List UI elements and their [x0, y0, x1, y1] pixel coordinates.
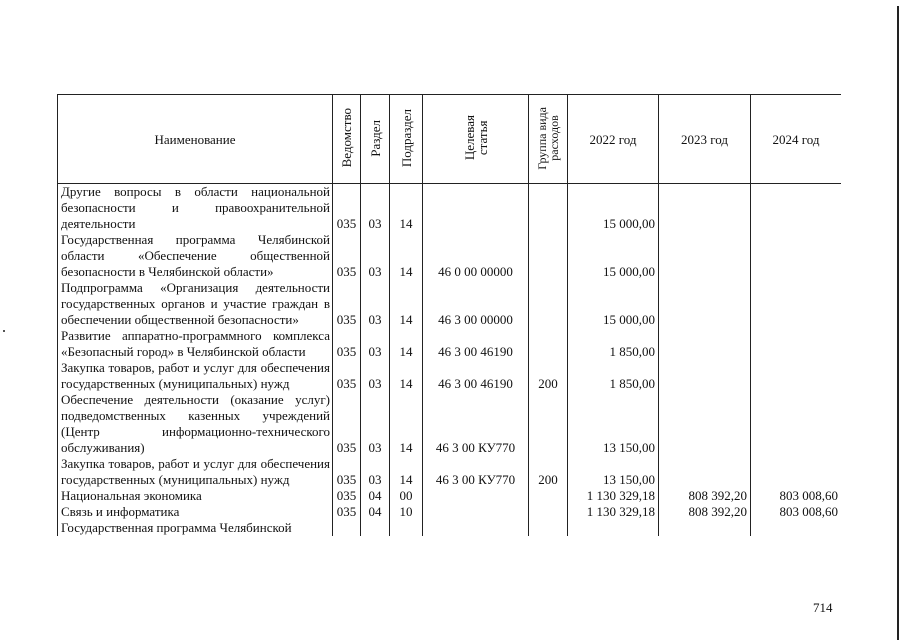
row-2023 [659, 456, 751, 488]
row-target: 46 0 00 00000 [423, 232, 529, 280]
row-podrazdel: 14 [390, 360, 423, 392]
table-row [58, 456, 842, 488]
row-target: 46 3 00 КУ770 [423, 456, 529, 488]
row-2023 [659, 520, 751, 536]
row-2024 [751, 520, 842, 536]
header-name: Наименование [58, 95, 333, 184]
row-target [423, 488, 529, 504]
row-vedomstvo: 035 [333, 184, 361, 233]
table-row [58, 280, 842, 328]
row-vedomstvo: 035 [333, 392, 361, 456]
row-2023: 808 392,20 [659, 504, 751, 520]
row-name: Государственная программа Челябинской области «Обеспечение общественной безопасности в Челябинской области» [58, 232, 333, 280]
row-podrazdel: 14 [390, 280, 423, 328]
row-name: Развитие аппаратно-программного комплекса «Безопасный город» в Челябинской области [58, 328, 333, 360]
row-2022: 13 150,00 [568, 392, 659, 456]
row-2023 [659, 360, 751, 392]
row-2024 [751, 360, 842, 392]
row-group: 200 [529, 456, 568, 488]
row-2023 [659, 232, 751, 280]
row-group [529, 328, 568, 360]
header-target-article: Целевая статья [423, 95, 529, 184]
row-vedomstvo: 035 [333, 504, 361, 520]
table-row [58, 392, 842, 456]
row-target [423, 504, 529, 520]
row-razdel: 03 [361, 328, 390, 360]
row-razdel: 04 [361, 488, 390, 504]
page-edge-line [897, 6, 899, 640]
row-name: Закупка товаров, работ и услуг для обеспечения государственных (муниципальных) нужд [58, 456, 333, 488]
row-2022 [568, 520, 659, 536]
row-name: Закупка товаров, работ и услуг для обеспечения государственных (муниципальных) нужд [58, 360, 333, 392]
table-row [58, 232, 842, 280]
row-2022: 1 130 329,18 [568, 504, 659, 520]
page-number: 714 [813, 600, 833, 615]
row-2023 [659, 280, 751, 328]
row-target: 46 3 00 КУ770 [423, 392, 529, 456]
header-razdel: Раздел [361, 95, 390, 184]
row-2022: 15 000,00 [568, 184, 659, 233]
row-razdel: 03 [361, 360, 390, 392]
row-razdel: 03 [361, 456, 390, 488]
header-year-2022: 2022 год [568, 95, 659, 184]
row-2024: 803 008,60 [751, 488, 842, 504]
row-razdel: 03 [361, 232, 390, 280]
row-podrazdel: 14 [390, 328, 423, 360]
row-podrazdel [390, 520, 423, 536]
row-name: Государственная программа Челябинской [58, 520, 333, 536]
row-group [529, 392, 568, 456]
table-row [58, 184, 842, 233]
row-target: 46 3 00 46190 [423, 360, 529, 392]
row-vedomstvo: 035 [333, 456, 361, 488]
row-name: Обеспечение деятельности (оказание услуг) подведомственных казенных учреждений (Центр информационно-технического обслуживания) [58, 392, 333, 456]
row-podrazdel: 14 [390, 456, 423, 488]
row-2022: 1 130 329,18 [568, 488, 659, 504]
row-vedomstvo: 035 [333, 328, 361, 360]
row-razdel: 03 [361, 184, 390, 233]
header-year-2023: 2023 год [659, 95, 751, 184]
row-2023 [659, 392, 751, 456]
row-2024 [751, 456, 842, 488]
row-2024 [751, 280, 842, 328]
row-vedomstvo: 035 [333, 360, 361, 392]
row-target: 46 3 00 46190 [423, 328, 529, 360]
row-razdel: 04 [361, 504, 390, 520]
row-2022: 13 150,00 [568, 456, 659, 488]
table-row [58, 504, 842, 520]
row-vedomstvo: 035 [333, 280, 361, 328]
row-group [529, 184, 568, 233]
table-row [58, 328, 842, 360]
row-2024 [751, 232, 842, 280]
row-2023 [659, 328, 751, 360]
table-row [58, 520, 842, 536]
scan-speck [3, 330, 5, 332]
row-vedomstvo: 035 [333, 232, 361, 280]
row-2024: 803 008,60 [751, 504, 842, 520]
header-vedomstvo: Ведомство [333, 95, 361, 184]
row-target [423, 184, 529, 233]
row-2022: 15 000,00 [568, 232, 659, 280]
row-2024 [751, 392, 842, 456]
row-2024 [751, 328, 842, 360]
row-podrazdel: 00 [390, 488, 423, 504]
row-2022: 15 000,00 [568, 280, 659, 328]
row-group [529, 232, 568, 280]
row-vedomstvo [333, 520, 361, 536]
row-razdel: 03 [361, 280, 390, 328]
row-target [423, 520, 529, 536]
row-2022: 1 850,00 [568, 360, 659, 392]
table-row [58, 488, 842, 504]
budget-table [57, 94, 841, 536]
row-2024 [751, 184, 842, 233]
row-name: Национальная экономика [58, 488, 333, 504]
header-year-2024: 2024 год [751, 95, 842, 184]
row-name: Связь и информатика [58, 504, 333, 520]
row-2023 [659, 184, 751, 233]
row-vedomstvo: 035 [333, 488, 361, 504]
row-name: Подпрограмма «Организация деятельности государственных органов и участие граждан в обеспечении общественной безопасности» [58, 280, 333, 328]
header-expense-group: Группа вида расходов [529, 95, 568, 184]
row-razdel [361, 520, 390, 536]
row-name: Другие вопросы в области национальной безопасности и правоохранительной деятельности [58, 184, 333, 233]
row-target: 46 3 00 00000 [423, 280, 529, 328]
row-2022: 1 850,00 [568, 328, 659, 360]
row-podrazdel: 14 [390, 184, 423, 233]
row-group [529, 280, 568, 328]
row-group [529, 504, 568, 520]
row-group [529, 488, 568, 504]
row-podrazdel: 14 [390, 232, 423, 280]
budget-table-container [57, 94, 841, 592]
table-header-row [58, 95, 842, 184]
row-2023: 808 392,20 [659, 488, 751, 504]
row-razdel: 03 [361, 392, 390, 456]
row-podrazdel: 10 [390, 504, 423, 520]
row-group [529, 520, 568, 536]
table-row [58, 360, 842, 392]
row-group: 200 [529, 360, 568, 392]
row-podrazdel: 14 [390, 392, 423, 456]
header-podrazdel: Подраздел [390, 95, 423, 184]
